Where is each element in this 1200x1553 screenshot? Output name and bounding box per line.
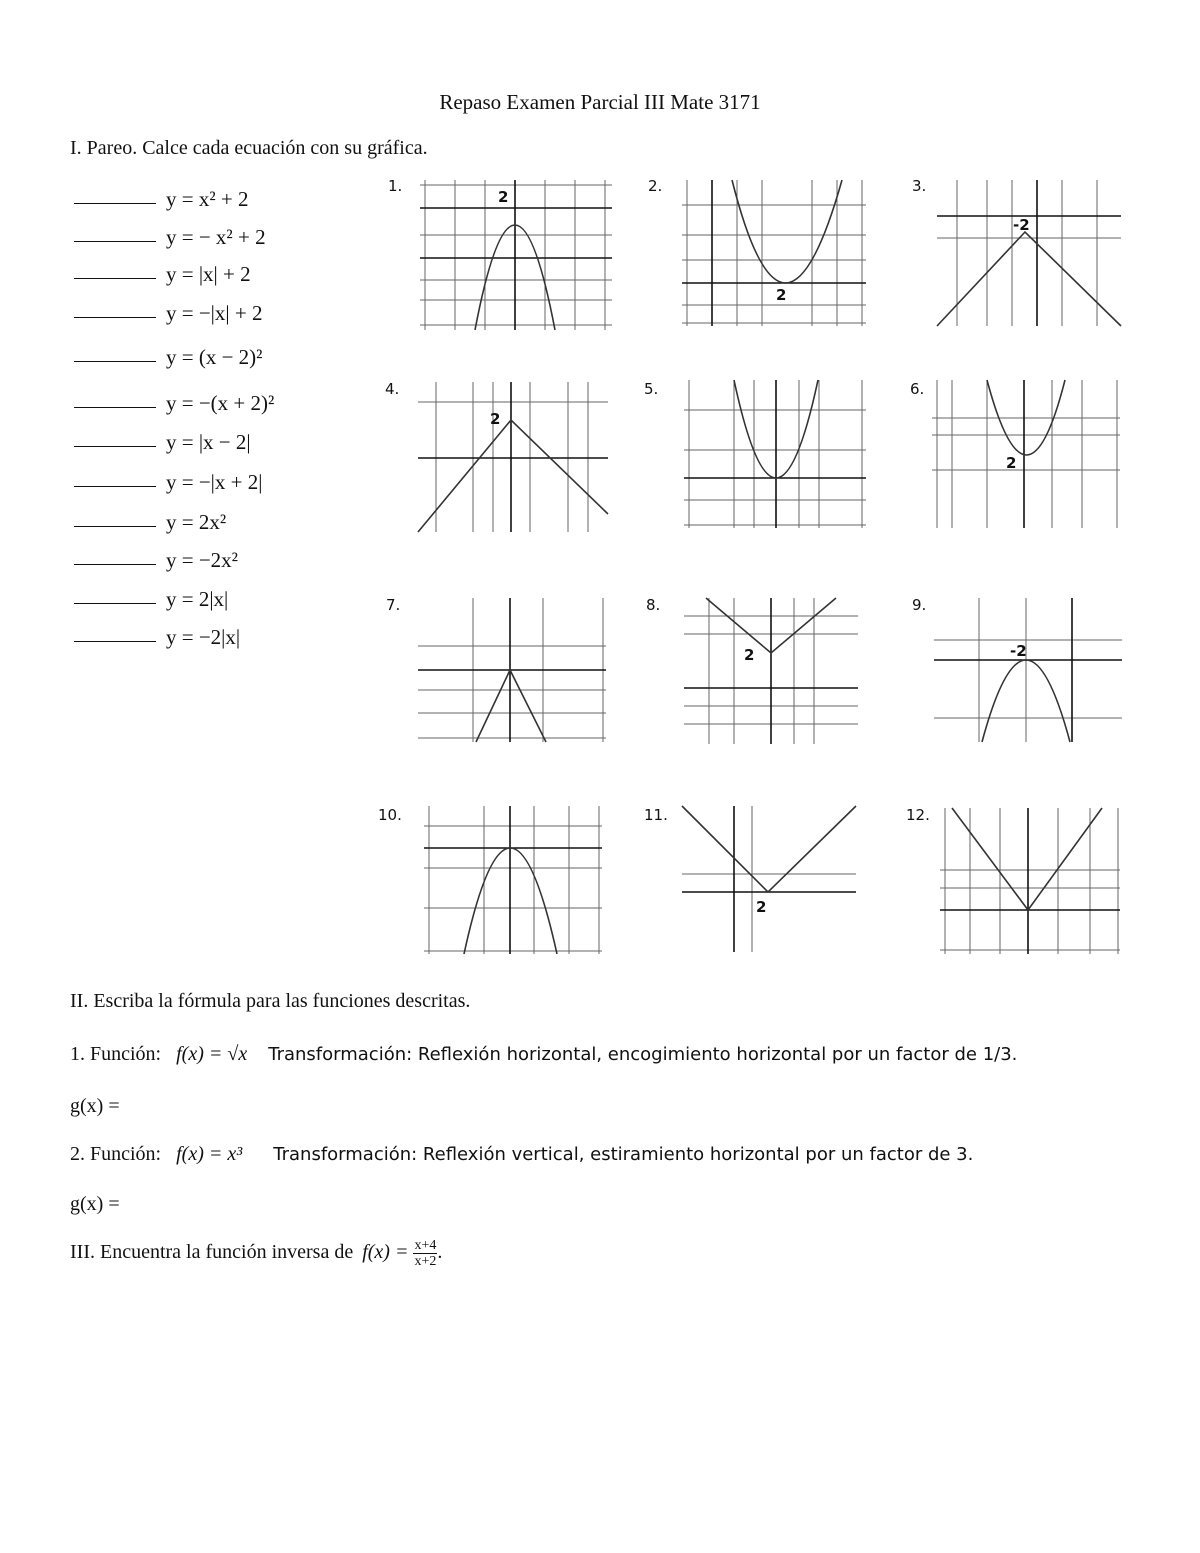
graph-number: 8. (646, 596, 661, 614)
equation-text: y = −|x + 2| (166, 470, 263, 494)
equation-item (74, 301, 262, 326)
section-3-line (70, 1238, 442, 1269)
graph-2 (682, 180, 866, 326)
equation-text: y = |x − 2| (166, 430, 251, 454)
graph-number: 2. (648, 177, 663, 195)
equation-item (74, 225, 266, 250)
equation-item (74, 391, 274, 416)
graph-number: 6. (910, 380, 925, 398)
graph-number: 1. (388, 177, 403, 195)
graph-number: 7. (386, 596, 401, 614)
graph-label: 2 (490, 410, 501, 428)
item-2-prefix: 2. Función: (70, 1143, 162, 1165)
page-title: Repaso Examen Parcial III Mate 3171 (439, 90, 761, 114)
equation-text: y = 2|x| (166, 587, 229, 611)
graph-3 (937, 180, 1121, 326)
item-1-prefix: 1. Función: (70, 1043, 162, 1065)
graph-label: 2 (498, 188, 509, 206)
graph-number: 3. (912, 177, 927, 195)
answer-blank[interactable] (74, 432, 156, 447)
answer-blank[interactable] (74, 472, 156, 487)
answer-blank[interactable] (74, 189, 156, 204)
answer-blank[interactable] (74, 227, 156, 242)
equation-item (74, 625, 240, 650)
graph-10 (424, 806, 602, 954)
fraction-numerator: x+4 (414, 1238, 437, 1253)
graph-8 (684, 598, 858, 744)
answer-blank[interactable] (74, 627, 156, 642)
answer-blank[interactable] (74, 347, 156, 362)
section-1-heading: I. Pareo. Calce cada ecuación con su gráfica. (70, 137, 428, 159)
graph-number: 11. (644, 806, 668, 824)
equation-item (74, 587, 228, 612)
graph-number: 4. (385, 380, 400, 398)
graph-1 (420, 180, 612, 330)
graph-number: 9. (912, 596, 927, 614)
item-1-line (70, 1043, 1017, 1066)
item-1-answer: g(x) = (70, 1095, 120, 1117)
equation-item (74, 510, 226, 535)
graph-11 (682, 806, 856, 952)
answer-blank[interactable] (74, 393, 156, 408)
section-2-heading: II. Escriba la fórmula para las funciones descritas. (70, 990, 471, 1012)
graph-12 (940, 808, 1120, 954)
curve (952, 808, 1102, 910)
answer-blank[interactable] (74, 303, 156, 318)
curve (937, 232, 1121, 326)
item-2-function: f(x) = x³ (176, 1143, 243, 1165)
graph-9 (934, 598, 1122, 742)
equation-item (74, 430, 251, 455)
curve (682, 806, 856, 892)
equation-item (74, 187, 248, 212)
graph-5 (684, 380, 866, 528)
equation-text: y = −(x + 2)² (166, 391, 275, 415)
equation-item (74, 262, 251, 287)
item-2-line (70, 1143, 973, 1166)
equation-text: y = |x| + 2 (166, 262, 251, 286)
curve (476, 670, 546, 742)
fraction (413, 1238, 437, 1269)
equation-text: y = −2|x| (166, 625, 241, 649)
graph-number: 12. (906, 806, 930, 824)
graph-label: 2 (756, 898, 767, 916)
section-3-suffix: . (437, 1241, 443, 1264)
equation-text: y = x² + 2 (166, 187, 249, 211)
answer-blank[interactable] (74, 550, 156, 565)
curve (732, 180, 842, 283)
graph-label: 2 (776, 286, 787, 304)
graph-label: -2 (1010, 642, 1027, 660)
graph-label: 2 (1006, 454, 1017, 472)
graph-6 (932, 380, 1120, 528)
graph-label: -2 (1013, 216, 1030, 234)
section-3-prefix: III. Encuentra la función inversa de (70, 1241, 354, 1264)
curve (418, 420, 608, 532)
graph-4 (418, 382, 608, 532)
equation-text: y = − x² + 2 (166, 225, 266, 249)
graph-label: 2 (744, 646, 755, 664)
answer-blank[interactable] (74, 589, 156, 604)
answer-blank[interactable] (74, 264, 156, 279)
graph-7 (418, 598, 606, 742)
equation-item (74, 548, 238, 573)
equation-text: y = −|x| + 2 (166, 301, 263, 325)
equation-text: y = (x − 2)² (166, 345, 263, 369)
equation-item (74, 470, 262, 495)
graph-number: 5. (644, 380, 659, 398)
equation-item (74, 345, 262, 370)
item-1-transformation: Transformación: Reflexión horizontal, encogimiento horizontal por un factor de 1/3. (268, 1044, 1018, 1065)
graph-number: 10. (378, 806, 402, 824)
equation-text: y = 2x² (166, 510, 227, 534)
item-2-answer: g(x) = (70, 1193, 120, 1215)
section-3-function: f(x) = (362, 1241, 409, 1264)
answer-blank[interactable] (74, 512, 156, 527)
fraction-denominator: x+2 (414, 1254, 437, 1269)
item-1-function: f(x) = √x (176, 1043, 248, 1065)
item-2-transformation: Transformación: Reflexión vertical, estiramiento horizontal por un factor de 3. (273, 1144, 974, 1165)
equation-text: y = −2x² (166, 548, 238, 572)
